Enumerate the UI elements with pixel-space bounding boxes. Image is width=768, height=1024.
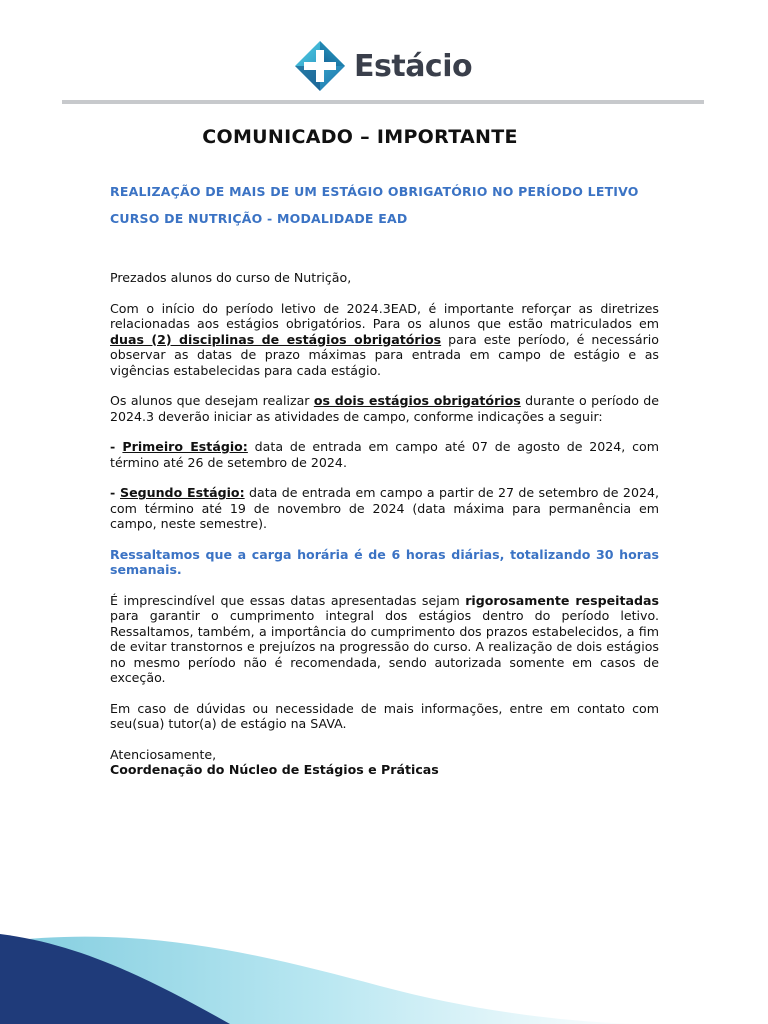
emphasis-both-internships: os dois estágios obrigatórios [313, 393, 521, 408]
emphasis-two-internships: duas (2) disciplinas de estágios obrigatórios [110, 331, 442, 347]
first-internship-item: - Primeiro Estágio: data de entrada em campo até 07 de agosto de 2024, com término até 26 de setembro de 2024. [110, 439, 660, 470]
closing-block [110, 747, 659, 778]
footer-wave-decoration [0, 924, 768, 1024]
paragraph-compliance: É imprescindível que essas datas apresentadas sejam rigorosamente respeitadas para garantir o cumprimento integral dos estágios dentro do período letivo. Ressaltamos, também, a importância do cumprimento dos prazos estabelecidos, a fim de evitar transtornos e prejuízos na progressão do curso. A realização de dois estágios no mesmo período não é recomendada, sendo autorizada somente em casos de exceção. [110, 592, 659, 685]
header-divider [62, 100, 704, 104]
letter-body [110, 270, 659, 778]
closing: Atenciosamente, [110, 746, 217, 762]
second-internship-item: - Segundo Estágio: data de entrada em campo a partir de 27 de setembro de 2024, com término até 19 de novembro de 2024 (data máxima para permanência em campo, neste semestre). [110, 485, 659, 531]
document-title: COMUNICADO – IMPORTANTE [202, 126, 518, 148]
paragraph-contact: Em caso de dúvidas ou necessidade de mais informações, entre em contato com seu(sua) tutor(a) de estágio na SAVA. [110, 700, 659, 731]
brand-name: Estácio [354, 48, 473, 84]
brand-logo [294, 40, 472, 92]
subtitle-line-2: CURSO DE NUTRIÇÃO - MODALIDADE EAD [110, 211, 408, 226]
emphasis-strictly-respected: rigorosamente respeitadas [465, 592, 659, 608]
first-internship-label: Primeiro Estágio: [122, 439, 248, 454]
signature: Coordenação do Núcleo de Estágios e Práticas [110, 762, 439, 777]
paragraph-intro: Com o início do período letivo de 2024.3EAD, é importante reforçar as diretrizes relacionadas aos estágios obrigatórios. Para os alunos que estão matriculados em duas (2) disciplinas de estágios obrigatórios para este período, é necessário observar as datas de prazo máximas para entrada em campo de estágio e as vigências estabelecidas para cada estágio. [110, 300, 659, 378]
greeting: Prezados alunos do curso de Nutrição, [110, 270, 352, 285]
estacio-diamond-logo-icon [294, 40, 346, 92]
second-internship-label: Segundo Estágio: [120, 485, 245, 500]
subtitle-line-1: REALIZAÇÃO DE MAIS DE UM ESTÁGIO OBRIGATÓRIO NO PERÍODO LETIVO [110, 184, 639, 199]
paragraph-instructions: Os alunos que desejam realizar os dois estágios obrigatórios durante o período de 2024.3 deverão iniciar as atividades de campo, conforme indicações a seguir: [110, 393, 659, 424]
workload-highlight: Ressaltamos que a carga horária é de 6 horas diárias, totalizando 30 horas semanais. [110, 546, 659, 577]
